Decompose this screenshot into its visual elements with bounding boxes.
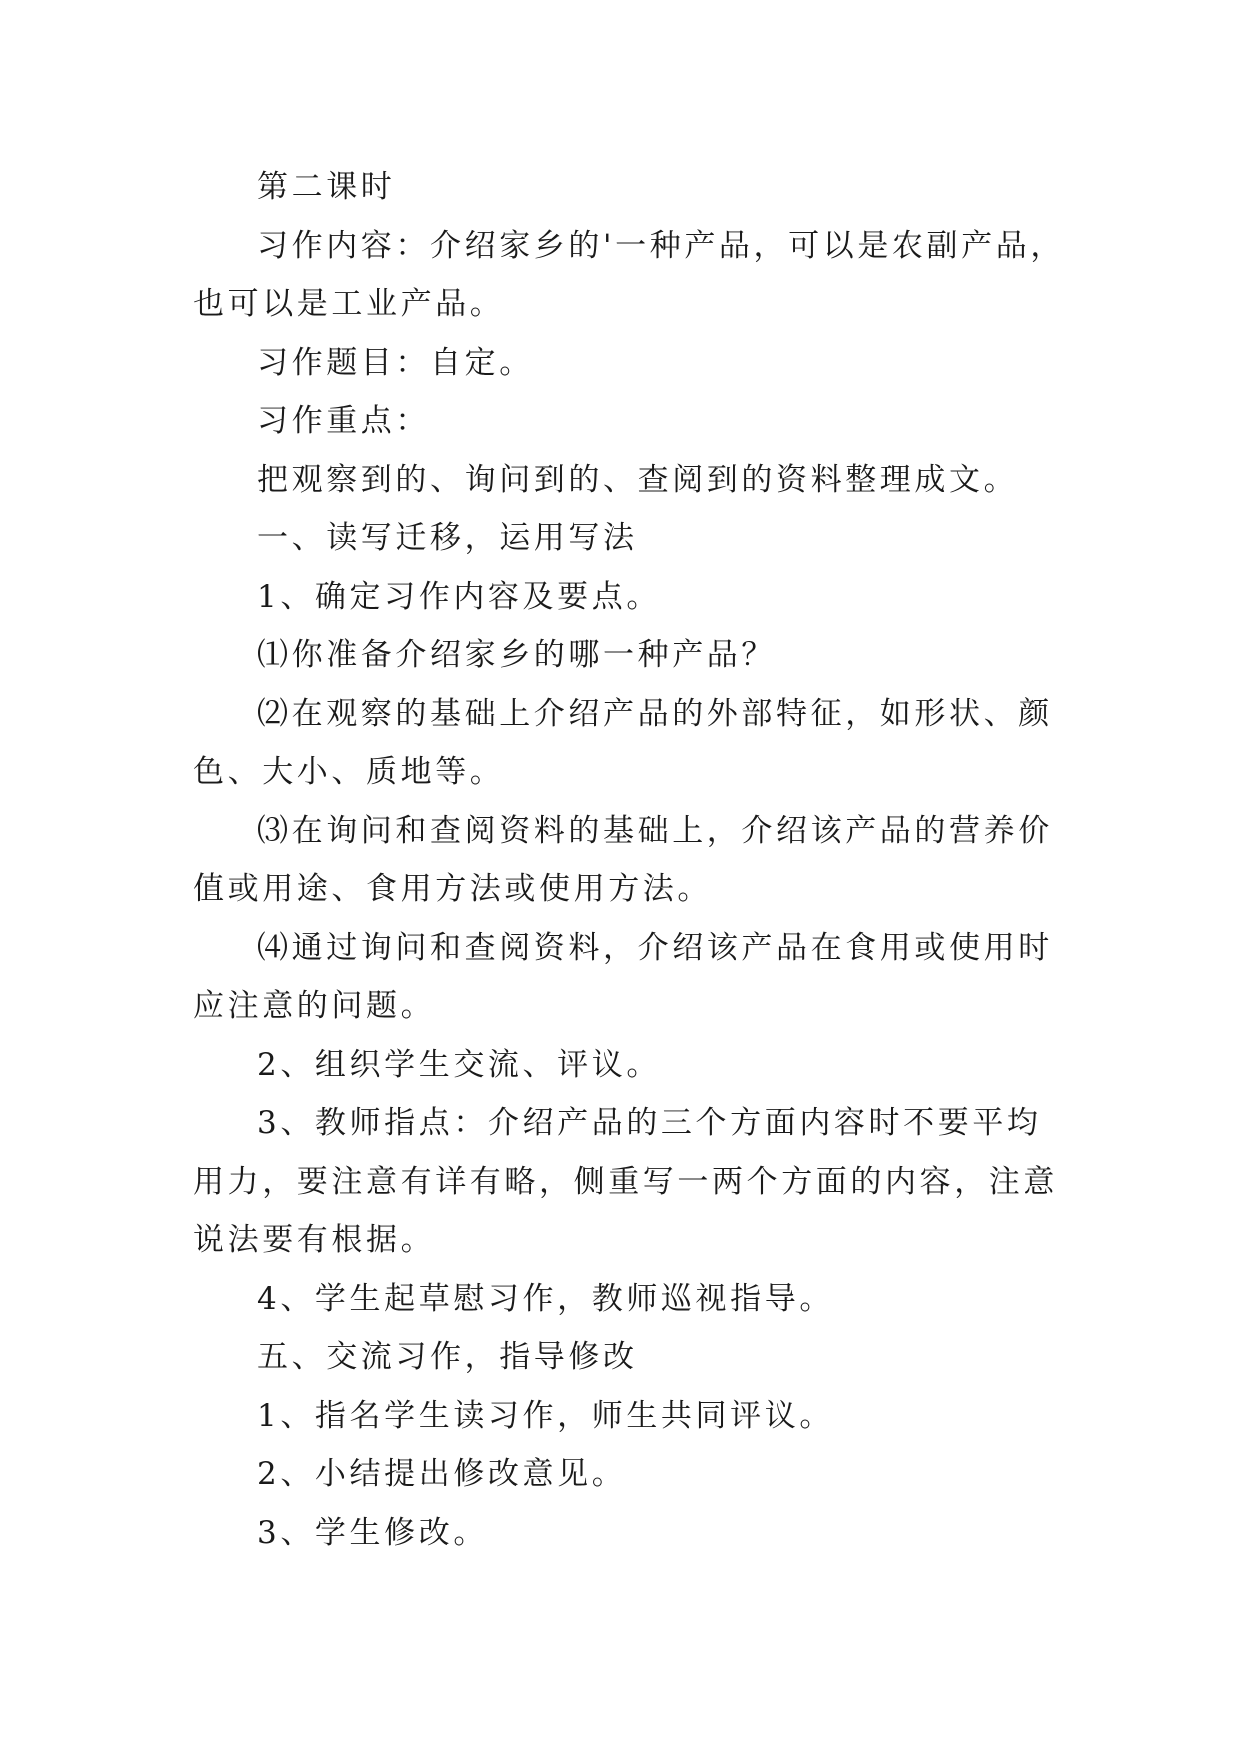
step-1: 1、确定习作内容及要点。 (257, 578, 661, 615)
section-heading-1: 一、读写迁移，运用写法 (257, 520, 638, 556)
writing-content: 习作内容：介绍家乡的'一种产品，可以是农副产品，也可以是工业产品。 (193, 227, 1065, 322)
revision-step-3: 3、学生修改。 (257, 1514, 488, 1551)
sub-item-2: ⑵在观察的基础上介绍产品的外部特征，如形状、颜色、大小、质地等。 (193, 695, 1053, 790)
document-body (193, 158, 1065, 1562)
step-2: 2、组织学生交流、评议。 (257, 1046, 661, 1083)
writing-focus-text: 把观察到的、询问到的、查阅到的资料整理成文。 (257, 461, 1019, 498)
revision-step-1: 1、指名学生读习作，师生共同评议。 (257, 1397, 834, 1434)
writing-topic: 习作题目：自定。 (257, 344, 534, 381)
lesson-title: 第二课时 (257, 169, 396, 205)
sub-item-3: ⑶在询问和查阅资料的基础上，介绍该产品的营养价值或用途、食用方法或使用方法。 (193, 812, 1053, 907)
step-3: 3、教师指点：介绍产品的三个方面内容时不要平均用力，要注意有详有略，侧重写一两个方面的内容，注意说法要有根据。 (193, 1105, 1058, 1258)
section-heading-5: 五、交流习作，指导修改 (257, 1339, 638, 1375)
sub-item-4: ⑷通过询问和查阅资料，介绍该产品在食用或使用时应注意的问题。 (193, 929, 1053, 1024)
writing-focus-heading: 习作重点： (257, 403, 430, 439)
step-4: 4、学生起草慰习作，教师巡视指导。 (257, 1280, 834, 1317)
sub-item-1: ⑴你准备介绍家乡的哪一种产品？ (257, 637, 776, 673)
revision-step-2: 2、小结提出修改意见。 (257, 1456, 627, 1492)
